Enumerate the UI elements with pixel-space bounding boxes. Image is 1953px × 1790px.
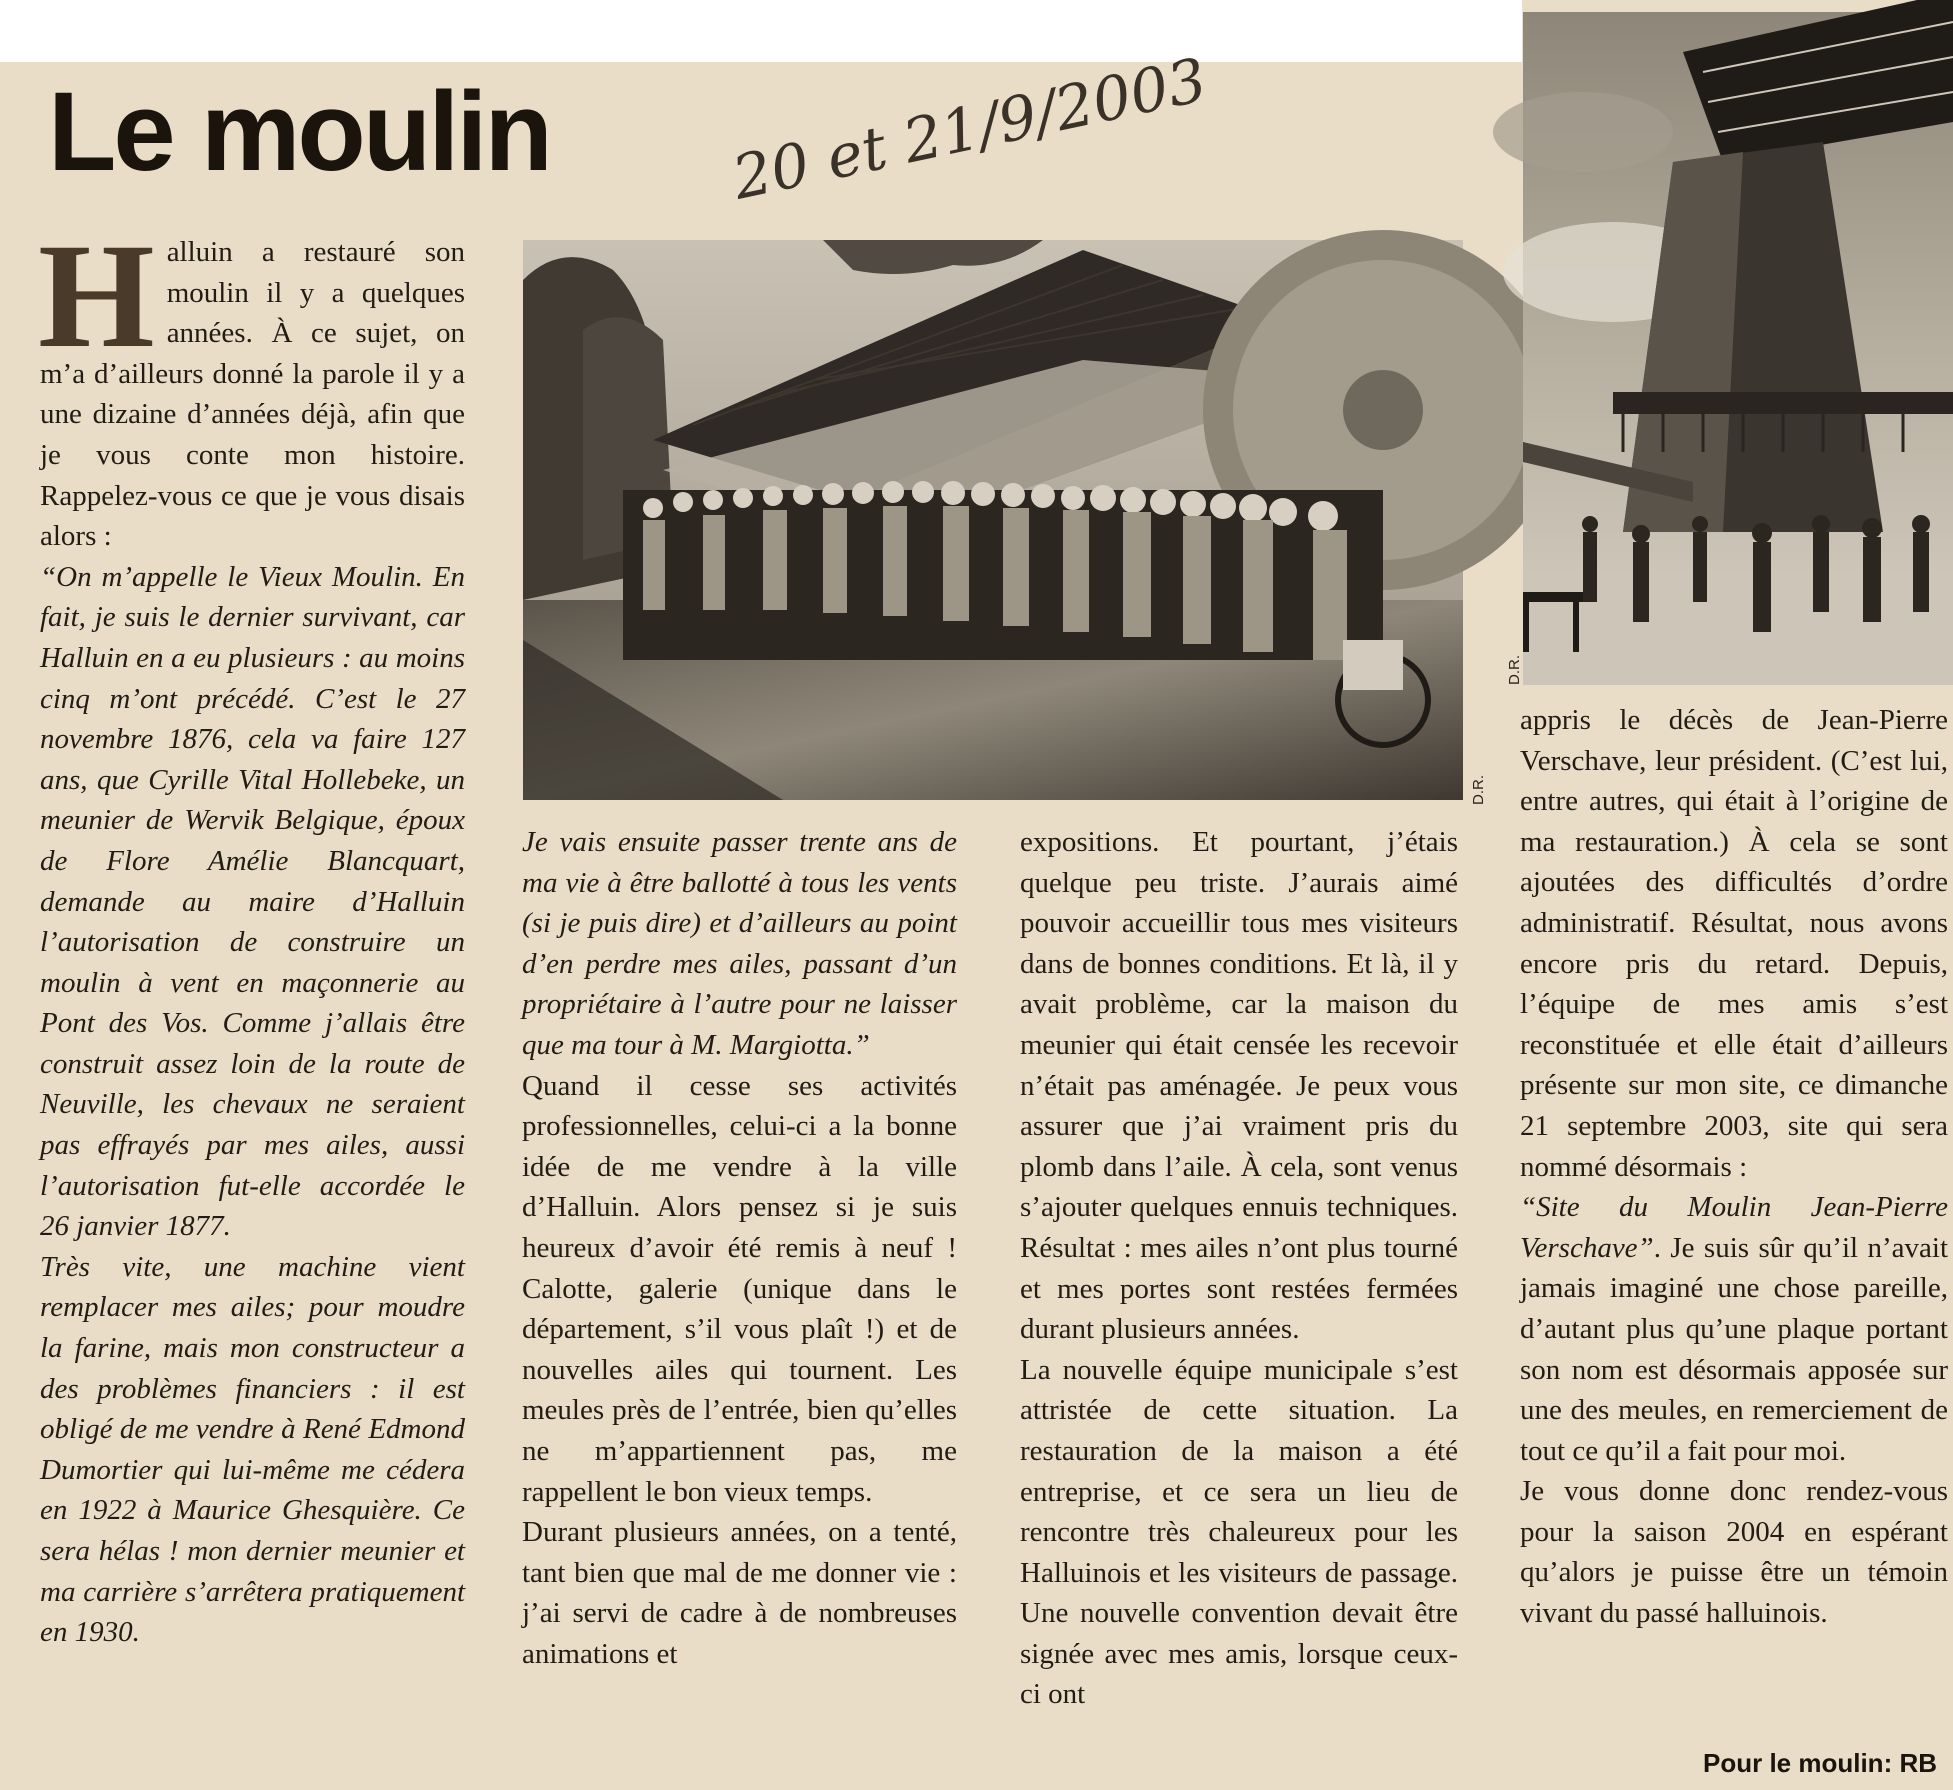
crowd-photo	[523, 240, 1463, 800]
col4-paragraph-1: appris le décès de Jean-Pierre Verschave, leur président. (C’est lui, entre autres, qui était à l’origine de ma restauration.) À cela se sont ajoutées des difficultés d’ordre administratif. Résultat, nous avons encore pris du retard. Depuis, l’équipe de mes amis s’est reconstituée et elle était d’ailleurs présente sur mon site, ce dimanche 21 septembre 2003, site qui sera nommé désormais :	[1520, 704, 1948, 1183]
col2-paragraph-3: Durant plusieurs années, on a tenté, tant bien que mal de me donner vie : j’ai servi de cadre à de nombreuses animations et	[522, 1516, 957, 1670]
col4-paragraph-3: Je vous donne donc rendez-vous pour la saison 2004 en espérant qu’alors je puisse être un témoin vivant du passé halluinois.	[1520, 1475, 1948, 1630]
col1-paragraph-1: alluin a restauré son moulin il y a quelques années. À ce sujet, on m’a d’ailleurs donné la parole il y a une dizaine d’années déjà, afin que je vous conte mon histoire. Rappelez-vous ce que je vous disais alors :	[40, 236, 465, 553]
photo-credit-2: D.R.	[1506, 655, 1523, 685]
col1-paragraph-3: Très vite, une machine vient remplacer mes ailes; pour moudre la farine, mais mon constructeur a des problèmes financiers : il est obligé de me vendre à René Edmond Dumortier qui lui-même me cédera en 1922 à Maurice Ghesquière. Ce sera hélas ! mon dernier meunier et ma carrière s’arrêtera pratiquement en 1930.	[40, 1250, 465, 1649]
clipping-gap	[1500, 0, 1522, 62]
author-signature: Pour le moulin: RB	[1703, 1748, 1937, 1778]
col2-paragraph-1: Je vais ensuite passer trente ans de ma vie à être ballotté à tous les vents (si je puis dire) et d’ailleurs au point d’en perdre mes ailes, passant d’un propriétaire à l’autre pour ne laisser que ma tour à M. Margiotta.”	[522, 826, 957, 1061]
col2-paragraph-2: Quand il cesse ses activités professionnelles, celui-ci a la bonne idée de me vendre à la ville d’Halluin. Alors pensez si je suis heureux d’avoir été remis à neuf ! Calotte, galerie (unique dans le département, s’il vous plaît !) et de nouvelles ailes qui tournent. Les meules près de l’entrée, bien qu’elles ne m’appartiennent pas, me rappellent le bon vieux temps.	[522, 1069, 957, 1508]
handwritten-date	[720, 45, 1213, 214]
col3-paragraph-2: La nouvelle équipe municipale s’est attristée de cette situation. La restauration de la maison a été entreprise, et ce sera un lieu de rencontre très chaleureux pour les Halluinois et les visiteurs de passage. Une nouvelle convention devait être signée avec mes amis, lorsque ceux-ci ont	[1020, 1353, 1458, 1711]
crowd-photo-image	[523, 240, 1463, 800]
article-column-3	[1020, 822, 1458, 1715]
drop-cap: H	[38, 213, 155, 379]
photo-credit-1: D.R.	[1470, 775, 1487, 805]
windmill-photo-image	[1523, 12, 1953, 685]
article-column-2	[522, 822, 957, 1674]
windmill-photo	[1523, 12, 1953, 685]
col3-paragraph-1: expositions. Et pourtant, j’étais quelque peu triste. J’aurais aimé pouvoir accueillir tous mes visiteurs dans de bonnes conditions. Et là, il y avait problème, car la maison du meunier qui était censée les recevoir n’était pas aménagée. Je peux vous assurer que j’ai vraiment pris du plomb dans l’aile. À cela, sont venus s’ajouter quelques ennuis techniques. Résultat : mes ailes n’ont plus tourné et mes portes sont restées fermées durant plusieurs années.	[1020, 826, 1458, 1346]
article-column-1	[38, 213, 465, 1653]
headline: Le moulin	[48, 69, 550, 194]
handwritten-date-text: 20 et 21/9/2003	[726, 45, 1213, 214]
article-column-4	[1520, 700, 1948, 1634]
col1-paragraph-2: “On m’appelle le Vieux Moulin. En fait, je suis le dernier survivant, car Halluin en a eu plusieurs : au moins cinq m’ont précédé. C’est le 27 novembre 1876, cela va faire 127 ans, que Cyrille Vital Hollebeke, un meunier de Wervik Belgique, époux de Flore Amélie Blancquart, demande au maire d’Halluin l’autorisation de construire un moulin à vent en maçonnerie au Pont des Vos. Comme j’allais être construit assez loin de la route de Neuville, les chevaux ne seraient pas effrayés par mes ailes, aussi l’autorisation fut-elle accordée le 26 janvier 1877.	[40, 560, 465, 1243]
col4-paragraph-2: . Je suis sûr qu’il n’avait jamais imaginé une chose pareille, d’autant plus qu’une plaque portant son nom est désormais apposée sur une des meules, en remerciement de tout ce qu’il a fait pour moi.	[1520, 1231, 1948, 1467]
col4-site-name: “Site du Moulin Jean-Pierre Verschave”	[1520, 1191, 1948, 1264]
